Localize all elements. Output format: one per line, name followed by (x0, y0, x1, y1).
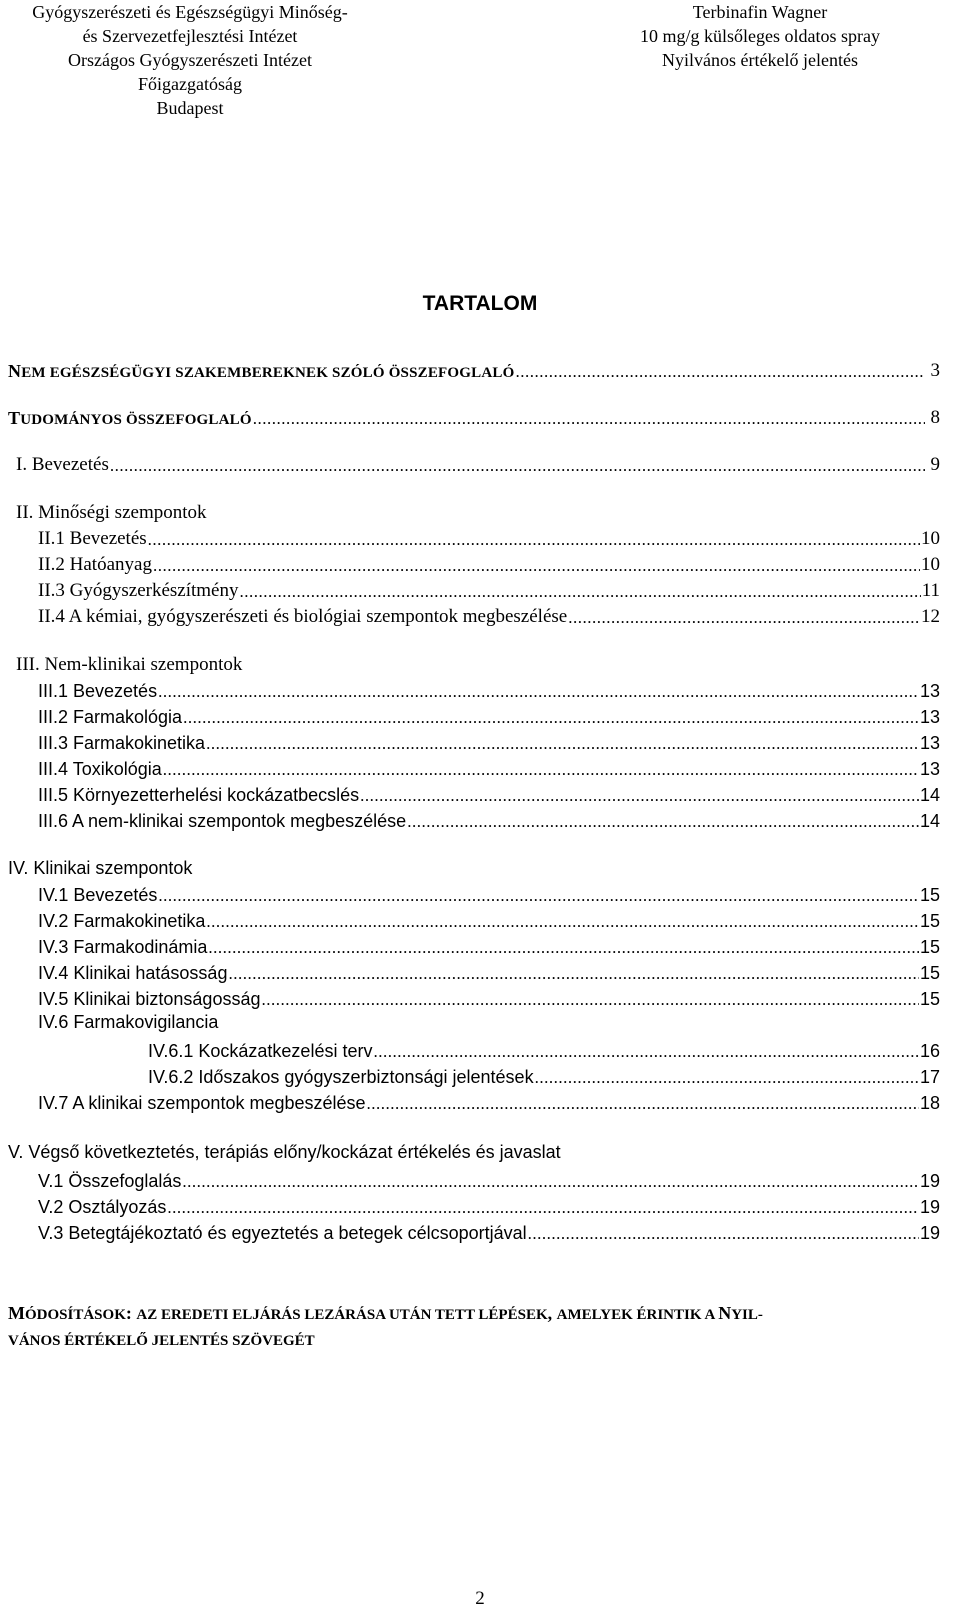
toc-leader (515, 362, 925, 382)
toc-entry[interactable] (38, 808, 940, 832)
toc-page-number: 16 (919, 1041, 940, 1061)
toc-leader (163, 760, 919, 780)
toc-entry[interactable] (38, 1168, 940, 1192)
toc-leader (568, 608, 920, 628)
toc-leader (208, 938, 919, 958)
toc-label: IV.5 Klinikai biztonságosság (38, 989, 261, 1009)
toc-section-heading[interactable]: IV. Klinikai szempontok (8, 858, 193, 878)
toc-label: III.4 Toxikológia (38, 759, 162, 779)
toc-entry[interactable] (38, 960, 940, 984)
toc-leader (183, 708, 919, 728)
toc-entry[interactable] (38, 578, 940, 602)
toc-entry[interactable] (38, 782, 940, 806)
toc-label: III.2 Farmakológia (38, 707, 183, 727)
toc-page-number: 3 (930, 360, 940, 381)
toc-label: II.4 A kémiai, gyógyszerészeti és biológiai szempontok megbeszélése (38, 606, 568, 627)
toc-page-number: 11 (921, 580, 940, 601)
toc-entry[interactable] (38, 1220, 940, 1244)
header-product (610, 0, 910, 72)
toc-page-number: 13 (919, 681, 940, 701)
toc-label-initial: T (8, 408, 21, 428)
toc-entry[interactable] (38, 552, 940, 576)
toc-page-number: 15 (919, 989, 940, 1009)
toc-label-initial: N (8, 361, 22, 381)
toc-subsection-heading[interactable]: IV.6 Farmakovigilancia (38, 1012, 219, 1032)
toc-label: II.1 Bevezetés (38, 528, 147, 549)
toc-page-number: 8 (930, 407, 940, 428)
toc-page-number: 18 (919, 1093, 940, 1113)
toc-label: IV.1 Bevezetés (38, 885, 158, 905)
toc-label: IV.7 A klinikai szempontok megbeszélése (38, 1093, 366, 1113)
toc-entry[interactable] (38, 604, 940, 628)
toc-leader (373, 1042, 919, 1062)
header-line: Gyógyszerészeti és Egészségügyi Minőség- (32, 2, 348, 22)
header-line: Budapest (156, 98, 224, 118)
header-line: és Szervezetfejlesztési Intézet (82, 26, 298, 46)
toc-page-number: 15 (919, 963, 940, 983)
toc-label: V.1 Összefoglalás (38, 1171, 182, 1191)
toc-leader (153, 556, 920, 576)
toc-leader (535, 1068, 919, 1088)
header-line: Terbinafin Wagner (692, 2, 828, 22)
toc-entry[interactable] (148, 1064, 940, 1088)
toc-leader (158, 682, 919, 702)
toc-label: III.3 Farmakokinetika (38, 733, 206, 753)
toc-entry[interactable] (16, 452, 940, 476)
toc-page-number: 13 (919, 733, 940, 753)
toc-leader (110, 456, 925, 476)
toc-leader (182, 1172, 919, 1192)
page-number: 2 (475, 1588, 485, 1609)
toc-label: IV.3 Farmakodinámia (38, 937, 208, 957)
header-line: 10 mg/g külsőleges oldatos spray (640, 26, 880, 46)
toc-section-heading[interactable]: III. Nem-klinikai szempontok (16, 654, 243, 675)
toc-entry[interactable] (38, 1194, 940, 1218)
toc-page-number: 12 (921, 606, 940, 627)
toc-leader (360, 786, 919, 806)
toc-label: IV.2 Farmakokinetika (38, 911, 206, 931)
toc-label: UDOMÁNYOS ÖSSZEFOGLALÓ (20, 412, 252, 428)
toc-leader (228, 964, 919, 984)
toc-leader (407, 812, 919, 832)
toc-entry[interactable] (8, 358, 940, 382)
toc-page-number: 14 (919, 785, 940, 805)
toc-entry[interactable] (38, 882, 940, 906)
toc-section-heading[interactable]: V. Végső következtetés, terápiás előny/kockázat értékelés és javaslat (8, 1142, 561, 1162)
toc-entry[interactable] (38, 986, 940, 1010)
toc-page-number: 19 (919, 1197, 940, 1217)
toc-label: V.2 Osztályozás (38, 1197, 167, 1217)
toc-label: I. Bevezetés (16, 454, 109, 475)
toc-page-number: 17 (919, 1067, 940, 1087)
page-title: TARTALOM (422, 292, 538, 315)
toc-entry[interactable] (38, 934, 940, 958)
toc-page-number: 10 (921, 554, 940, 575)
toc-label: III.1 Bevezetés (38, 681, 158, 701)
toc-label: III.5 Környezetterhelési kockázatbecslés (38, 785, 360, 805)
toc-page-number: 15 (919, 911, 940, 931)
toc-leader (148, 530, 920, 550)
toc-entry[interactable] (38, 730, 940, 754)
toc-page-number: 10 (921, 528, 940, 549)
toc-label: III.6 A nem-klinikai szempontok megbeszélése (38, 811, 407, 831)
toc-entry[interactable] (148, 1038, 940, 1062)
toc-label: IV.4 Klinikai hatásosság (38, 963, 228, 983)
toc-entry[interactable] (38, 908, 940, 932)
toc-leader (158, 886, 919, 906)
header-line: Főigazgatóság (138, 74, 242, 94)
amendments-heading-line: MÓDOSÍTÁSOK: AZ EREDETI ELJÁRÁS LEZÁRÁSA UTÁN TETT LÉPÉSEK, AMELYEK ÉRINTIK A NYIL- (8, 1303, 763, 1323)
toc-page-number: 15 (919, 885, 940, 905)
toc-page-number: 19 (919, 1223, 940, 1243)
toc-page-number: 15 (919, 937, 940, 957)
toc-entry[interactable] (38, 678, 940, 702)
toc-entry[interactable] (38, 526, 940, 550)
toc-entry[interactable] (38, 756, 940, 780)
toc-leader (240, 582, 921, 602)
toc-page-number: 13 (919, 759, 940, 779)
toc-page-number: 19 (919, 1171, 940, 1191)
toc-section-heading[interactable]: II. Minőségi szempontok (16, 502, 207, 523)
toc-label: V.3 Betegtájékoztató és egyeztetés a betegek célcsoportjával (38, 1223, 527, 1243)
toc-leader (261, 990, 918, 1010)
toc-leader (206, 912, 919, 932)
toc-page-number: 9 (930, 454, 940, 475)
amendments-heading[interactable] (8, 1300, 948, 1354)
toc-entry[interactable] (38, 1090, 940, 1114)
toc-label: IV.6.1 Kockázatkezelési terv (148, 1041, 373, 1061)
toc-leader (367, 1094, 919, 1114)
toc-leader (253, 409, 925, 429)
toc-label: II.2 Hatóanyag (38, 554, 152, 575)
header-institution (0, 0, 380, 120)
toc-label: EM EGÉSZSÉGÜGYI SZAKEMBEREKNEK SZÓLÓ ÖSSZEFOGLALÓ (21, 365, 515, 381)
amendments-heading-line: VÁNOS ÉRTÉKELŐ JELENTÉS SZÖVEGÉT (8, 1333, 315, 1349)
toc-entry[interactable] (8, 405, 940, 429)
toc-leader (528, 1224, 919, 1244)
toc-entry[interactable] (38, 704, 940, 728)
toc-label: IV.6.2 Időszakos gyógyszerbiztonsági jelentések (148, 1067, 534, 1087)
toc-page-number: 13 (919, 707, 940, 727)
toc-leader (206, 734, 919, 754)
toc-label: II.3 Gyógyszerkészítmény (38, 580, 239, 601)
toc-page-number: 14 (919, 811, 940, 831)
header-line: Országos Gyógyszerészeti Intézet (68, 50, 312, 70)
header-line: Nyilvános értékelő jelentés (662, 50, 858, 70)
toc-leader (167, 1198, 919, 1218)
